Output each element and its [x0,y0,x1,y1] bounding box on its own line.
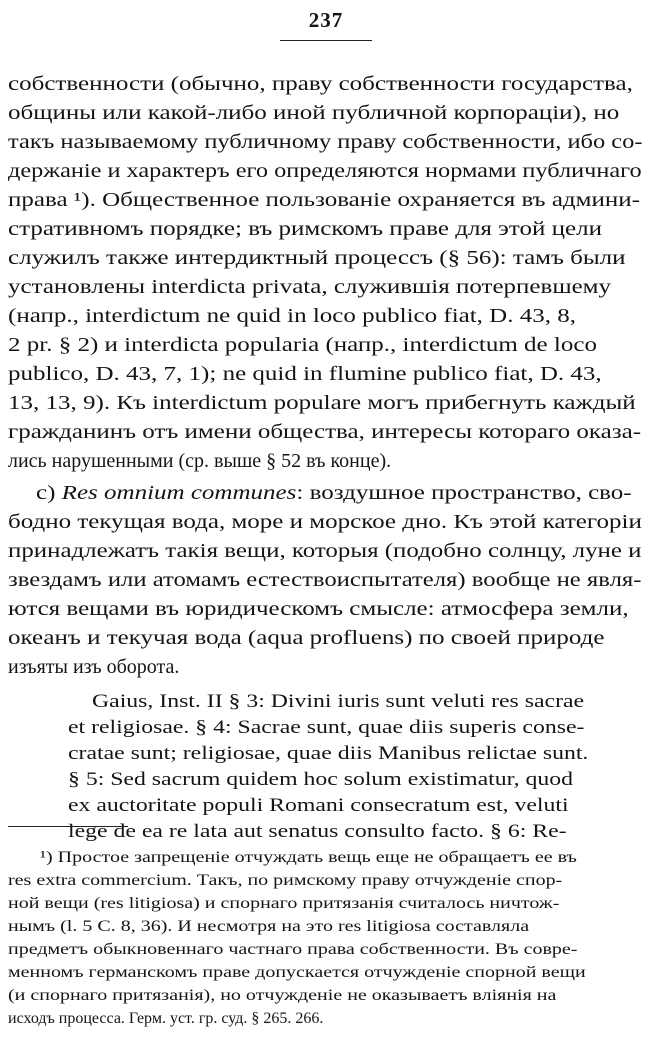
section-c-first-line [36,481,632,505]
text-line: общины или какой-либо иной публичной корпорацiи), но [8,102,620,124]
footnote-line: менномъ германскомъ праве допускается отчужденiе спорной вещи [8,964,586,981]
text-line: ются вещами въ юридическомъ смысле: атмосфера земли, [8,598,629,620]
text-line: бодно текущая вода, море и морское дно. Къ этой категорiи [8,511,642,533]
footnote-line: исходъ процесса. Герм. уст. гр. суд. § 265. 266. [8,1010,324,1027]
text-line: гражданинъ отъ имени общества, интересы котораго оказа- [8,421,642,443]
footnote-line: res extra commercium. Такъ, по римскому праву отчужденiе спор- [8,872,563,889]
text-line: принадлежатъ такiя вещи, которыя (подобно солнцу, луне и [8,540,642,562]
text-line: океанъ и текучая вода (aqua profluens) по своей природе [8,627,605,649]
text-line: держанiе и характеръ его определяются нормами публичнаго [8,160,642,182]
text-line: служилъ также интердиктный процессъ (§ 56): тамъ были [8,247,626,269]
page-number: 237 [308,8,344,32]
quote-line: § 5: Sed sacrum quidem hoc solum existimatur, quod [68,769,573,790]
footnote-line: (и спорнаго притязанiя), но отчужденiе не оказываетъ влiянiя на [8,987,557,1004]
header-rule [280,40,372,41]
text-line: publico, D. 43, 7, 1); ne quid in flumine publico fiat, D. 43, [8,363,602,385]
text-line: лись нарушенными (ср. выше § 52 въ конце). [8,450,392,472]
quote-line: cratae sunt; religiosae, quae diis Manibus relictae sunt. [68,743,589,764]
footnote-line: ¹) Простое запрещенiе отчуждать вещь еще не обращаетъ ее въ [40,849,577,866]
text-line: собственности (обычно, праву собственности государства, [8,73,633,95]
text-line: права ¹). Общественное пользованiе охраняется въ админи- [8,189,640,211]
footnote-line: нымъ (l. 5 C. 8, 36). И несмотря на это res litigiosa составляла [8,918,530,935]
quote-line: et religiosae. § 4: Sacrae sunt, quae diis superis conse- [68,717,585,738]
text-line: такъ называемому публичному праву собственности, ибо со- [8,131,643,153]
text-line: 2 pr. § 2) и interdicta popularia (напр., interdictum de loco [8,334,597,356]
quote-line: ex auctoritate populi Romani consecratum est, veluti [68,795,569,816]
quote-line: Gaius, Inst. II § 3: Divini iuris sunt veluti res sacrae [92,691,585,712]
text-line: установлены interdicta privata, служившiя потерпевшему [8,276,612,298]
section-c-heading: Res omnium communes [61,482,297,504]
section-c-marker: c) [36,482,56,504]
quote-line: lege de ea re lata aut senatus consulto facto. § 6: Re- [68,821,567,842]
text-line: звездамъ или атомамъ естествоиспытателя) вообще не явля- [8,569,642,591]
section-c-first-line-rest: : воздушное пространство, сво- [296,482,632,504]
footnote-rule [8,826,128,827]
text-line: (напр., interdictum ne quid in loco publico fiat, D. 43, 8, [8,305,576,327]
footnote-line: предметъ обыкновеннаго частнаго права собственности. Въ совре- [8,941,578,958]
text-line: стративномъ порядке; въ римскомъ праве для этой цели [8,218,602,240]
text-line: изъяты изъ оборота. [8,656,180,678]
text-line: 13, 13, 9). Къ interdictum populare могъ прибегнуть каждый [8,392,636,414]
footnote-line: ной вещи (res litigiosa) и спорнаго притязанiя считалось ничтож- [8,895,560,912]
